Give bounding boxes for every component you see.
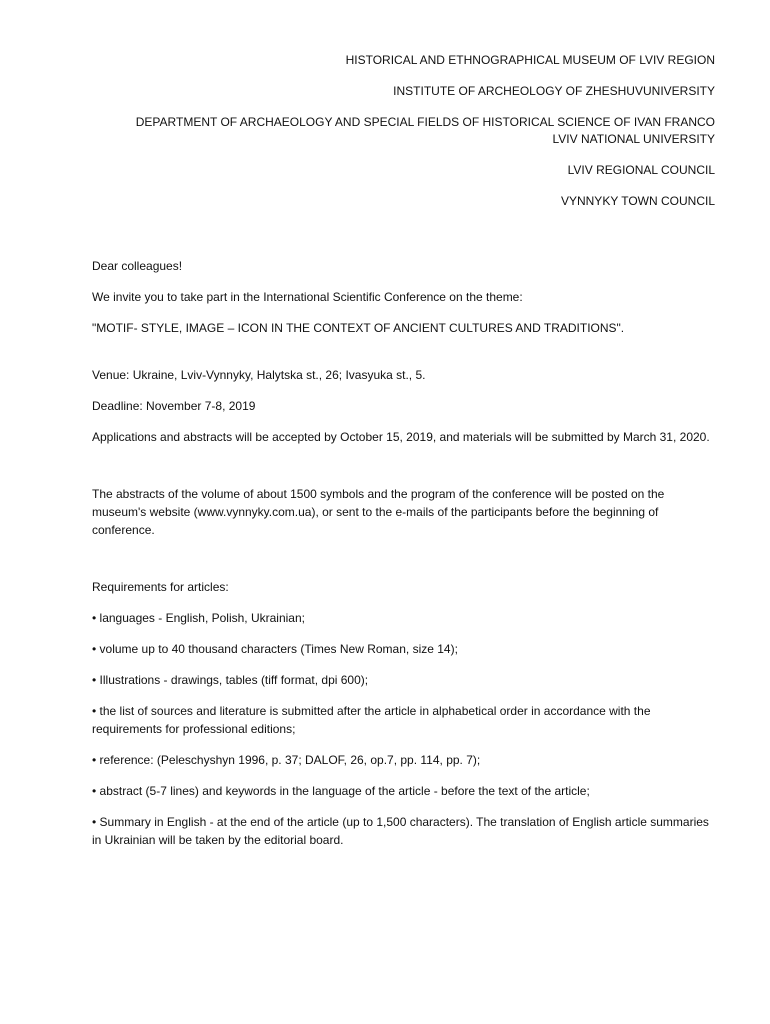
deadline-text: Deadline: November 7-8, 2019 bbox=[92, 399, 256, 413]
requirement-item: • volume up to 40 thousand characters (Times New Roman, size 14); bbox=[92, 642, 458, 656]
abstracts-info-text: The abstracts of the volume of about 1500 symbols and the program of the conference will be posted on the museum's website (www.vynnyky.com.ua), or sent to the e-mails of the participants before the beginning of conference. bbox=[92, 487, 665, 537]
organizer-institute: INSTITUTE OF ARCHEOLOGY OF ZHESHUVUNIVERSITY bbox=[393, 84, 715, 98]
organizer-museum: HISTORICAL AND ETHNOGRAPHICAL MUSEUM OF LVIV REGION bbox=[345, 53, 715, 67]
invitation-text: We invite you to take part in the International Scientific Conference on the theme: bbox=[92, 290, 523, 304]
organizers-header bbox=[110, 52, 715, 224]
requirement-item: • Illustrations - drawings, tables (tiff format, dpi 600); bbox=[92, 673, 369, 687]
requirement-item: • languages - English, Polish, Ukrainian; bbox=[92, 611, 305, 625]
applications-text: Applications and abstracts will be accepted by October 15, 2019, and materials will be submitted by March 31, 2020. bbox=[92, 430, 710, 444]
requirements-title: Requirements for articles: bbox=[92, 580, 229, 594]
letter-body bbox=[92, 257, 714, 862]
requirement-item: • the list of sources and literature is submitted after the article in alphabetical order in accordance with the requirements for professional editions; bbox=[92, 704, 651, 736]
requirement-item: • reference: (Peleschyshyn 1996, p. 37; DALOF, 26, op.7, pp. 114, pp. 7); bbox=[92, 753, 481, 767]
organizer-regional-council: LVIV REGIONAL COUNCIL bbox=[567, 163, 715, 177]
conference-theme: "MOTIF- STYLE, IMAGE – ICON IN THE CONTEXT OF ANCIENT CULTURES AND TRADITIONS". bbox=[92, 321, 625, 335]
requirement-item: • Summary in English - at the end of the article (up to 1,500 characters). The translation of English article summaries in Ukrainian will be taken by the editorial board. bbox=[92, 815, 709, 847]
requirement-item: • abstract (5-7 lines) and keywords in the language of the article - before the text of the article; bbox=[92, 784, 590, 798]
greeting: Dear colleagues! bbox=[92, 259, 183, 273]
organizer-town-council: VYNNYKY TOWN COUNCIL bbox=[560, 194, 715, 208]
organizer-department: DEPARTMENT OF ARCHAEOLOGY AND SPECIAL FIELDS OF HISTORICAL SCIENCE OF IVAN FRANCO LVIV NATIONAL UNIVERSITY bbox=[135, 115, 715, 146]
venue-text: Venue: Ukraine, Lviv-Vynnyky, Halytska st., 26; Ivasyuka st., 5. bbox=[92, 368, 426, 382]
